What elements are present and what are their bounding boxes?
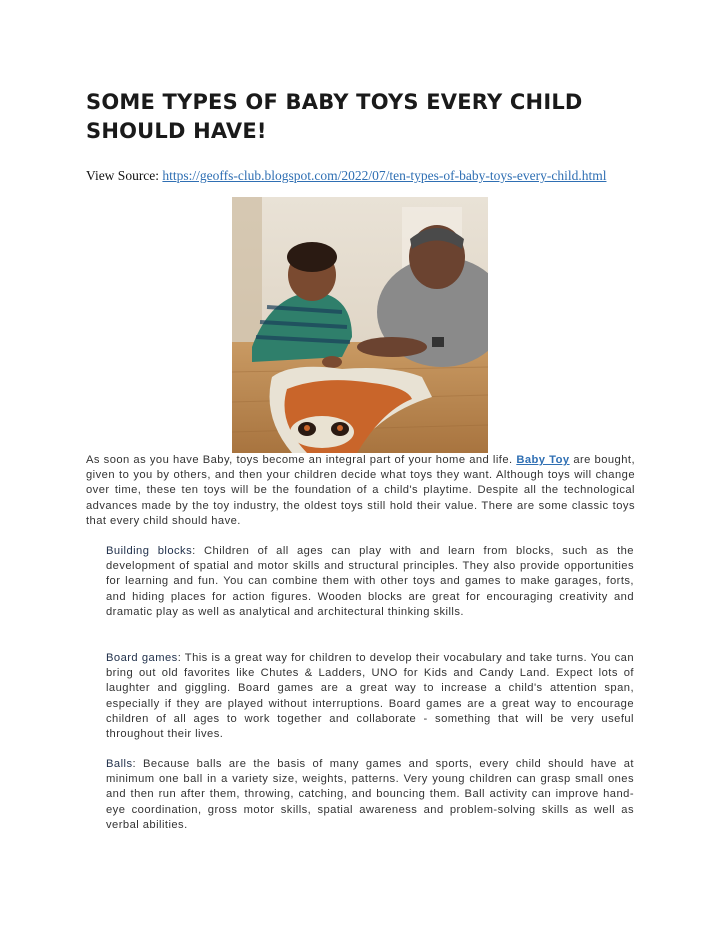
view-source-label: View Source: (86, 168, 160, 183)
view-source-line (86, 168, 646, 184)
intro-text-before: As soon as you have Baby, toys become an integral part of your home and life. (86, 454, 513, 466)
item-text: : Because balls are the basis of many games and sports, every child should have at minimum one ball in a variety size, weights, patterns. Very young children can grasp small ones and then run after them, throwing, catching, and bouncing them. Ball activity can improve hand-eye coordination, gross motor skills, spatial awareness and problem-solving skills as well as verbal abilities. (106, 758, 634, 831)
list-item-board-games (106, 651, 634, 742)
intro-paragraph (86, 453, 635, 529)
item-text: : This is a great way for children to develop their vocabulary and take turns. You can bring out old favorites like Chutes & Ladders, UNO for Kids and Candy Land. Expect lots of laughter and giggling. Board games are a great way to increase a child's attention span, especially if they are played without interruptions. Board games are a great way to encourage children of all ages to work together and collaborate - something that will be very useful throughout their lives. (106, 652, 634, 741)
source-link[interactable]: https://geoffs-club.blogspot.com/2022/07/ten-types-of-baby-toys-every-child.html (162, 168, 607, 183)
photo-illustration (232, 197, 488, 453)
item-term: Building blocks (106, 545, 193, 557)
page-title: SOME TYPES OF BABY TOYS EVERY CHILD SHOULD HAVE! (86, 90, 583, 143)
intro-text-after: are bought, given to you by others, and then your children decide what toys they want. Although toys will change over time, these ten toys will be the foundation of a child's playtime. Despite all the technological advances made by the toy industry, the oldest toys still hold their value. There are some classic toys that every child should have. (86, 454, 636, 527)
list-item-balls (106, 757, 634, 833)
item-term: Balls (106, 758, 133, 770)
item-term: Board games (106, 652, 178, 664)
item-text: : Children of all ages can play with and learn from blocks, such as the development of spatial and motor skills and structural principles. They also provide opportunities for learning and fun. You can combine them with other toys and games to make garages, forts, and hiding places for action figures. Wooden blocks are great for encouraging creativity and dramatic play as well as analytical and architectural thinking skills. (106, 545, 634, 618)
list-item-building-blocks (106, 544, 634, 620)
article-photo (232, 197, 488, 453)
baby-toy-link[interactable]: Baby Toy (516, 454, 570, 466)
